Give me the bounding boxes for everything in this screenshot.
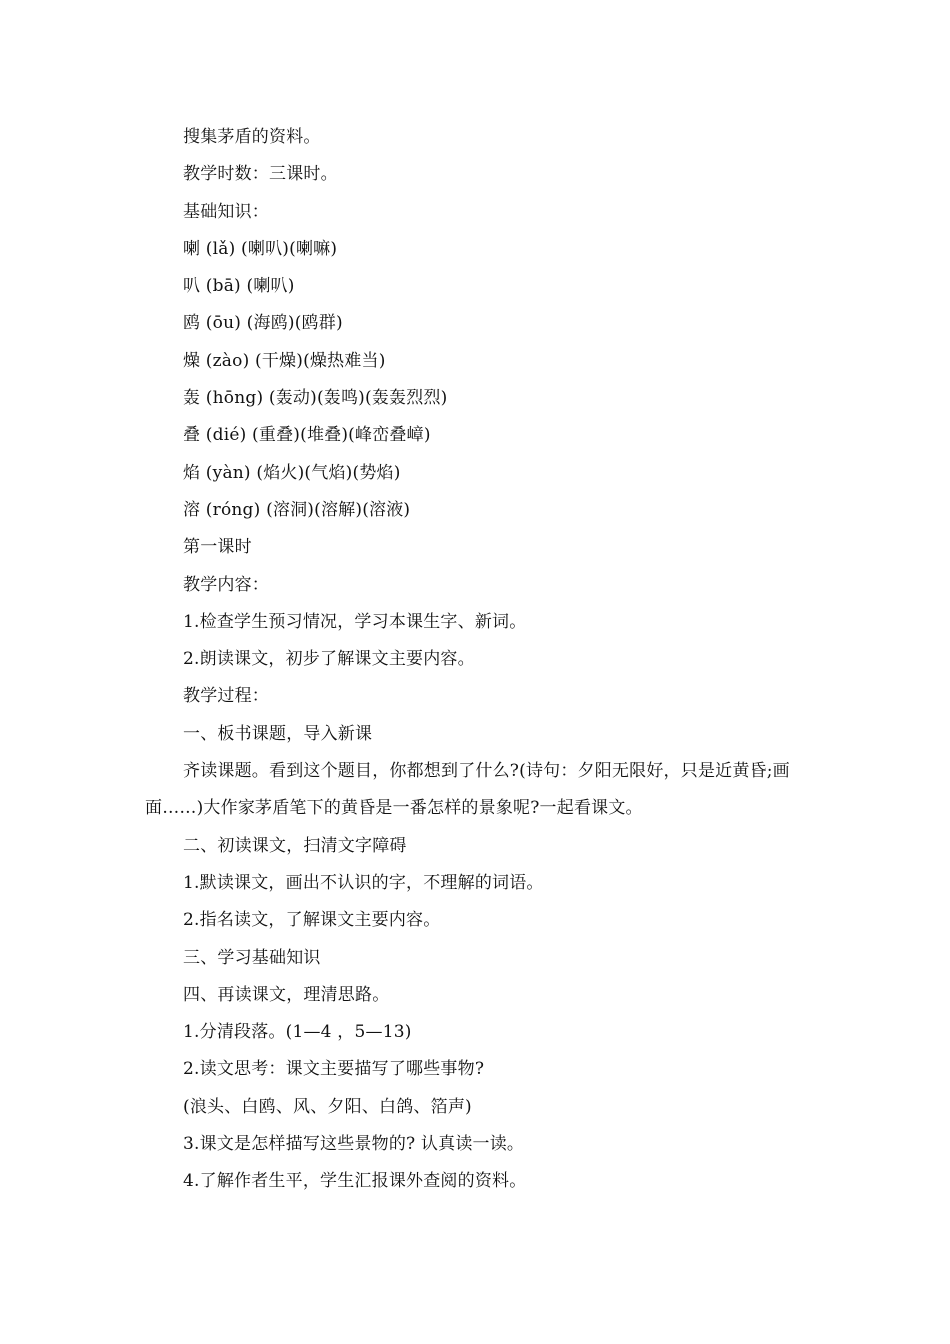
vocab-item-rong: 溶 (róng) (溶洞)(溶解)(溶液) <box>183 499 411 520</box>
content-item-2: 2.朗读课文，初步了解课文主要内容。 <box>183 649 475 670</box>
process-step-3-heading: 三、学习基础知识 <box>183 947 321 968</box>
vocab-item-ba: 叭 (bā) (喇叭) <box>183 276 295 297</box>
content-item-1: 1.检查学生预习情况，学习本课生字、新词。 <box>183 611 527 632</box>
vocab-item-yan: 焰 (yàn) (焰火)(气焰)(势焰) <box>183 462 401 483</box>
paragraph-collect-materials: 搜集茅盾的资料。 <box>183 127 321 147</box>
process-step-1-heading: 一、板书课题，导入新课 <box>183 723 373 744</box>
vocab-item-die: 叠 (dié) (重叠)(堆叠)(峰峦叠嶂) <box>183 425 431 446</box>
process-step-2-heading: 二、初读课文，扫清文字障碍 <box>183 835 407 856</box>
process-step-4-item-2-answer: (浪头、白鸥、风、夕阳、白鸽、箔声) <box>183 1096 472 1117</box>
process-step-4-item-3: 3.课文是怎样描写这些景物的? 认真读一读。 <box>183 1134 525 1155</box>
vocab-item-hong: 轰 (hōng) (轰动)(轰鸣)(轰轰烈烈) <box>183 388 448 409</box>
process-step-2-item-2: 2.指名读文，了解课文主要内容。 <box>183 910 441 931</box>
section-heading-teaching-content: 教学内容： <box>183 574 269 595</box>
paragraph-teaching-hours: 教学时数：三课时。 <box>183 164 338 185</box>
paragraph-basic-knowledge-heading: 基础知识： <box>183 201 269 222</box>
vocab-item-zao: 燥 (zào) (干燥)(燥热难当) <box>183 350 386 371</box>
process-step-4-item-2: 2.读文思考：课文主要描写了哪些事物? <box>183 1059 485 1080</box>
process-step-1-body: 齐读课题。看到这个题目，你都想到了什么?(诗句：夕阳无限好，只是近黄昏;画面……)大作家茅盾笔下的黄昏是一番怎样的景象呢?一起看课文。 <box>145 761 790 819</box>
process-step-4-heading: 四、再读课文，理清思路。 <box>183 984 390 1005</box>
process-step-2-item-1: 1.默读课文，画出不认识的字，不理解的词语。 <box>183 872 544 893</box>
vocab-item-ou: 鸥 (ōu) (海鸥)(鸥群) <box>183 313 343 334</box>
vocab-item-la: 喇 (lǎ) (喇叭)(喇嘛) <box>183 238 338 259</box>
process-step-4-item-4: 4.了解作者生平，学生汇报课外查阅的资料。 <box>183 1171 527 1192</box>
document-body <box>145 119 810 1201</box>
process-step-4-item-1: 1.分清段落。(1—4 ，5—13) <box>183 1022 412 1043</box>
section-heading-first-lesson: 第一课时 <box>183 537 252 558</box>
section-heading-teaching-process: 教学过程： <box>183 686 269 707</box>
